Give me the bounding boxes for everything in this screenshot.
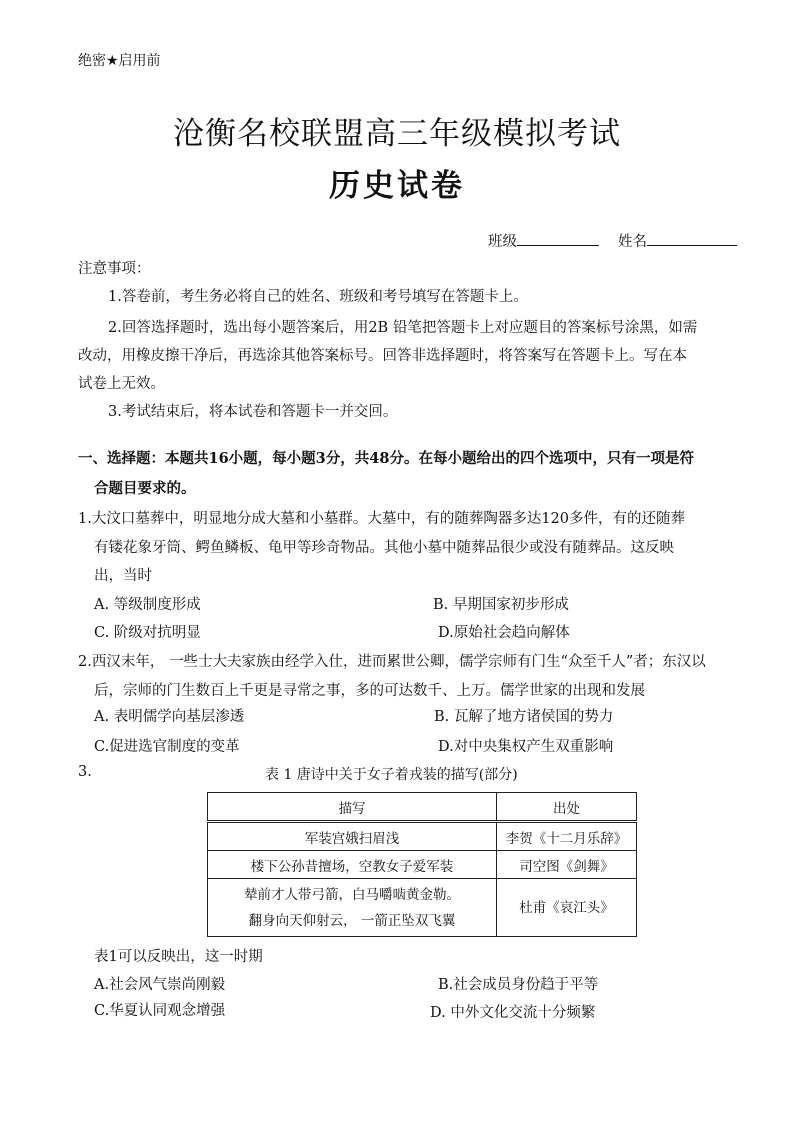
table-cell-description: [208, 879, 497, 937]
q3-option-c[interactable]: C.华夏认同观念增强: [94, 1003, 226, 1019]
q1-stem-line3: 出，当时: [94, 568, 152, 584]
table-cell-description: 楼下公孙昔擅场，空教女子爱军装: [208, 851, 497, 879]
table-cell-source: 司空图《剑舞》: [497, 851, 637, 879]
name-label: 姓名: [618, 234, 647, 250]
q1-option-c[interactable]: C. 阶级对抗明显: [94, 625, 201, 641]
q1-option-a[interactable]: A. 等级制度形成: [94, 597, 201, 613]
q3-stem: 表1可以反映出，这一时期: [94, 949, 263, 965]
class-label: 班级: [488, 234, 517, 250]
q1-stem-line2: 有镂花象牙筒、鳄鱼鳞板、龟甲等珍奇物品。其他小墓中随葬品很少或没有随葬品。这反映: [94, 540, 674, 556]
q1-option-d[interactable]: D.原始社会趋向解体: [438, 625, 570, 641]
table-cell-description: 军装宫娥扫眉浅: [208, 822, 497, 851]
notice-heading: 注意事项：: [78, 261, 151, 277]
notice-item-1: 1.答卷前，考生务必将自己的姓名、班级和考号填写在答题卡上。: [108, 289, 528, 305]
table-header-description: 描写: [208, 793, 497, 822]
q3-option-d[interactable]: D. 中外文化交流十分频繁: [430, 1005, 596, 1021]
section-heading-line1: 一、选择题：本题共16小题，每小题3分，共48分。在每小题给出的四个选项中，只有一项是符: [78, 450, 694, 467]
table-header-row: [208, 793, 637, 822]
q1-option-b[interactable]: B. 早期国家初步形成: [433, 597, 569, 613]
q2-option-a[interactable]: A. 表明儒学向基层渗透: [94, 709, 245, 725]
q2-stem-line1: 2.西汉末年， 一些士大夫家族由经学入仕，进而累世公卿，儒学宗师有门生“众至千人”者；东汉以: [78, 654, 706, 670]
table-row: [208, 851, 637, 879]
table-row: [208, 822, 637, 851]
table-header-source: 出处: [497, 793, 637, 822]
q3-option-a[interactable]: A.社会风气崇尚刚毅: [94, 977, 226, 993]
table-cell-source: 杜甫《哀江头》: [497, 879, 637, 937]
table-cell-description-line2: 翻身向天仰射云， 一箭正坠双飞翼: [248, 912, 456, 929]
notice-item-2-line2: 改动，用橡皮擦干净后，再选涂其他答案标号。回答非选择题时，将答案写在答题卡上。写在本: [78, 348, 687, 364]
q2-stem-line2: 后，宗师的门生数百上千更是寻常之事，多的可达数千、上万。儒学世家的出现和发展: [94, 683, 645, 699]
confidential-label: 绝密★启用前: [78, 53, 161, 69]
name-field[interactable]: [618, 230, 737, 251]
exam-subtitle: 历史试卷: [329, 168, 465, 204]
q3-number: 3.: [78, 764, 92, 780]
q3-table-caption: 表 1 唐诗中关于女子着戎装的描写(部分): [265, 767, 518, 783]
notice-item-2-line3: 试卷上无效。: [78, 376, 165, 392]
q2-option-c[interactable]: C.促进选官制度的变革: [94, 739, 240, 755]
notice-item-3: 3.考试结束后，将本试卷和答题卡一并交回。: [108, 404, 398, 420]
q3-option-b[interactable]: B.社会成员身份趋于平等: [438, 977, 599, 993]
q2-option-b[interactable]: B. 瓦解了地方诸侯国的势力: [434, 709, 614, 725]
table-cell-source: 李贺《十二月乐辞》: [497, 822, 637, 851]
q2-option-d[interactable]: D.对中央集权产生双重影响: [438, 739, 614, 755]
poem-table: [207, 792, 637, 937]
table-cell-description-line1: 辇前才人带弓箭，白马嚼啮黄金勒。: [244, 886, 460, 903]
notice-item-2-line1: 2.回答选择题时，选出每小题答案后，用2B 铅笔把答题卡上对应题目的答案标号涂黑，如需: [108, 320, 698, 336]
class-field[interactable]: [488, 230, 599, 251]
table-row: [208, 879, 637, 937]
section-heading-line2: 合题目要求的。: [94, 480, 196, 497]
exam-title: 沧衡名校联盟高三年级模拟考试: [173, 116, 621, 152]
q1-stem-line1: 1.大汶口墓葬中，明显地分成大墓和小墓群。大墓中，有的随葬陶器多达120多件，有的还随葬: [78, 511, 686, 527]
class-blank[interactable]: [517, 230, 599, 246]
name-blank[interactable]: [647, 230, 737, 246]
